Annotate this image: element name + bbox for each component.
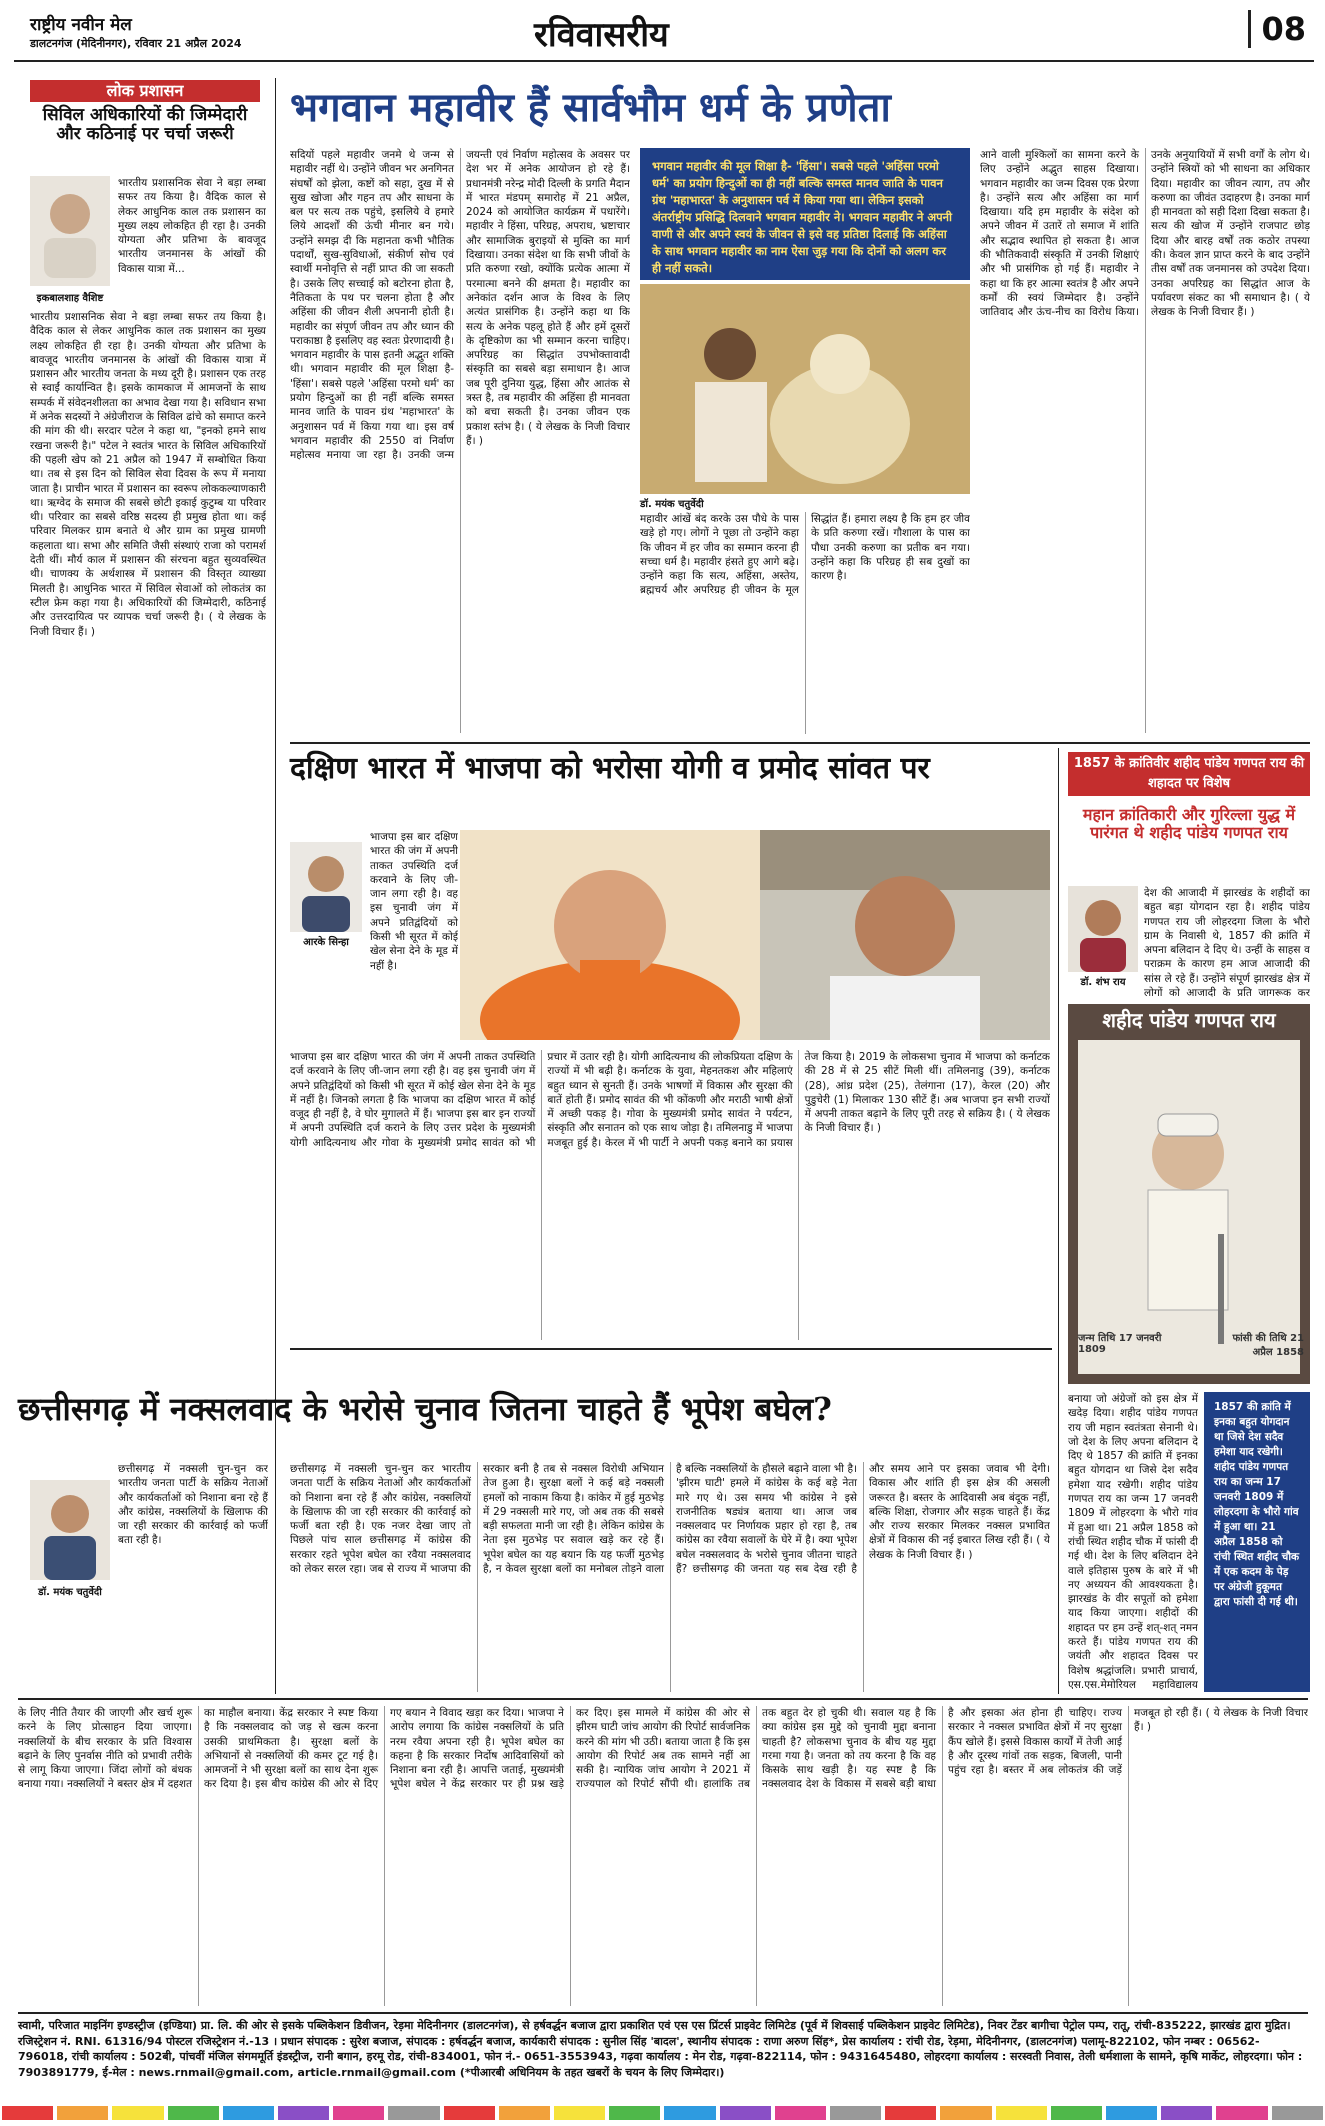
color-strip-segment xyxy=(388,2106,439,2120)
section-title: रविवासरीय xyxy=(534,15,669,55)
article2-pull-quote: भगवान महावीर की मूल शिक्षा है- 'हिंसा'। सबसे पहले 'अहिंसा परमो धर्म' का प्रयोग हिन्दुओं का ही नहीं बल्कि समस्त मानव जाति के पावन ग्रंथ 'महाभारत' के अनुशासन पर्व में किया गया था। लेकिन इसको अंतर्राष्ट्रीय प्रसिद्धि दिलवाने भगवान महावीर ने। भगवान महावीर ने अपनी वाणी से और अपने स्वयं के जीवन से इसे वह प्रतिष्ठा दिलाई कि अहिंसा के साथ भगवान महावीर का नाम ऐसा जुड़ गया कि दोनों को अलग कर ही नहीं सकते। xyxy=(640,148,970,280)
color-strip-segment xyxy=(830,2106,881,2120)
article4-headline: महान क्रांतिकारी और गुरिल्ला युद्ध में पारंगत थे शहीद पांडेय गणपत राय xyxy=(1082,805,1296,842)
article4-author-caption: डॉ. शंभ राय xyxy=(1080,977,1126,988)
color-strip-segment xyxy=(1161,2106,1212,2120)
article3-author-photo xyxy=(290,842,362,932)
color-strip-segment xyxy=(609,2106,660,2120)
article4-box-title: 1857 के क्रांतिवीर शहीद पांडेय गणपत राय की शहादत पर विशेष xyxy=(1068,752,1310,796)
color-strip-segment xyxy=(775,2106,826,2120)
section-divider-2 xyxy=(290,1348,1052,1350)
color-strip-segment xyxy=(720,2106,771,2120)
color-strip-segment xyxy=(885,2106,936,2120)
color-strip-segment xyxy=(333,2106,384,2120)
article4-text2: बनाया जो अंग्रेजों को इस क्षेत्र में खदेड़ दिया। शहीद पांडेय गणपत राय जी महान स्वतंत्रता सेनानी थे। जो देश के लिए अपना बलिदान दे दिए थे 1857 की क्रांति में इनका बहुत योगदान था जिसे देश सदैव हमेशा याद रखेगी। शहीद पांडेय गणपत राय का जन्म 17 जनवरी 1809 में लोहरदगा के भौरो गांव में हुआ था। 21 अप्रैल 1858 को रांची स्थित शहीद चौक में फांसी दी गई थी। देश के लिए बलिदान देने वाले इतिहास पुरुष के बारे में भी नए अध्ययन की आवश्यकता है। झारखंड के वीर सपूतों को हमेशा याद किया जाएगा। शहीदों की शहादत पर हम उन्हें शत्-शत् नमन करते हैं। पांडेय गणपत राय की जयंती और शहादत दिवस पर विशेष श्रद्धांजलि। प्रभारी प्राचार्य, एस.एस.मेमोरियल महाविद्यालय xyxy=(1068,1393,1198,1691)
color-strip-segment xyxy=(1106,2106,1157,2120)
article5-body-cont-text: के लिए नीति तैयार की जाएगी और खर्च शुरू करने के लिए प्रोत्साहन दिया जाएगा। नक्सलियों के बीच सरकार के प्रति विश्वास बढ़ाने के लिए पुनर्वास नीति को प्रभावी तरीके से लागू किया जाएगा। जिंदा लोगों को बंधक बनाया गया। नक्सलियों ने बस्तर क्षेत्र में दहशत का माहौल बनाया। केंद्र सरकार ने स्पष्ट किया है कि नक्सलवाद को जड़ से खत्म करना उसकी प्राथमिकता है। सुरक्षा बलों के अभियानों से नक्सलियों की कमर टूट गई है। आमजनों ने भी सुरक्षा बलों का साथ देना शुरू कर दिया है। इस बीच कांग्रेस की ओर से दिए गए बयान ने विवाद खड़ा कर दिया। भाजपा ने आरोप लगाया कि कांग्रेस नक्सलियों के प्रति नरम रवैया अपना रही है। भूपेश बघेल का कहना है कि सरकार निर्दोष आदिवासियों को निशाना बना रही है। आपत्ति जताई, मुख्यमंत्री भूपेश बघेल ने केंद्र सरकार पर ही प्रश्न खड़े कर दिए। इस मामले में कांग्रेस की ओर से झीरम घाटी जांच आयोग की रिपोर्ट सार्वजनिक करने की मांग भी उठी। बताया जाता है कि इस आयोग की रिपोर्ट अब तक सामने नहीं आ सकी है। न्यायिक जांच आयोग ने 2021 में राज्यपाल को रिपोर्ट सौंपी थी। हालांकि तब तक बहुत देर हो चुकी थी। सवाल यह है कि क्या कांग्रेस इस मुद्दे को चुनावी मुद्दा बनाना चाहती है? लोकसभा चुनाव के बीच यह मुद्दा गरमा गया है। जनता को तय करना है कि वह किसके साथ खड़ी है। यह स्पष्ट है कि नक्सलवाद देश के विकास में सबसे बड़ी बाधा है और इसका अंत होना ही चाहिए। राज्य सरकार ने नक्सल प्रभावित क्षेत्रों में नए सुरक्षा कैंप खोले हैं। इससे विकास कार्यों में तेजी आई है और दूरस्थ गांवों तक सड़क, बिजली, पानी पहुंच रहा है। बस्तर में अब लोकतंत्र की जड़ें मजबूत हो रही हैं। ( ये लेखक के निजी विचार हैं। ) xyxy=(18,1707,1308,1791)
section-divider xyxy=(290,742,1310,744)
article3-lead: भाजपा इस बार दक्षिण भारत की जंग में अपनी ताकत उपस्थिति दर्ज करवाने के लिए जी-जान लगा रही है। वह इस चुनावी जंग में अपने प्रतिद्वंदियों को किसी भी सूरत में कोई खेल सेना देने के मूड में नहीं है। xyxy=(370,831,458,972)
masthead xyxy=(14,10,1314,62)
section-divider-3 xyxy=(18,1698,1308,1700)
article2-body-right-text: आने वाली मुश्किलों का सामना करने के लिए उन्होंने अद्भुत साहस दिखाया। भगवान महावीर का जन्म दिवस एक प्रेरणा है। उन्होंने सत्य और अहिंसा का मार्ग दिखाया। यदि हम महावीर के संदेश को अपने जीवन में उतारें तो समाज में शांति और सद्भाव स्थापित हो सकता है। आज की भौतिकवादी संस्कृति में उनकी शिक्षाएं और भी प्रासंगिक हो गई हैं। महावीर ने कहा था कि हर आत्मा स्वतंत्र है और अपने कर्मों की स्वयं जिम्मेदार है। उन्होंने जातिवाद और ऊंच-नीच का विरोध किया। उनके अनुयायियों में सभी वर्गों के लोग थे। उन्होंने स्त्रियों को भी साधना का अधिकार दिया। महावीर का जीवन त्याग, तप और करुणा का जीवंत उदाहरण है। उनका मार्ग ही मानवता को सही दिशा दिखा सकता है। सत्य की खोज में उन्होंने राजपाट छोड़ दिया और बारह वर्षों तक कठोर तपस्या की। केवल ज्ञान प्राप्त करने के बाद उन्होंने तीस वर्षों तक जनमानस को उपदेश दिया। उनका अपरिग्रह का सिद्धांत आज के पर्यावरण संकट का भी समाधान है। ( ये लेखक के निजी विचार हैं। ) xyxy=(980,149,1310,319)
article1-lead-text xyxy=(118,176,266,306)
article2-headline: भगवान महावीर हैं सार्वभौम धर्म के प्रणेता xyxy=(290,84,891,131)
article4-portrait xyxy=(1068,1004,1310,1384)
article2-author-caption: डॉ. मयंक चतुर्वेदी xyxy=(640,499,704,510)
article5-headline: छत्तीसगढ़ में नक्सलवाद के भरोसे चुनाव जितना चाहते हैं भूपेश बघेल? xyxy=(18,1390,832,1428)
article3-body: भाजपा इस बार दक्षिण भारत की जंग में अपनी ताकत उपस्थिति दर्ज करवाने के लिए जी-जान लगा रही है। वह इस चुनावी जंग में अपने प्रतिद्वंदियों को किसी भी सूरत में कोई खेल सेना देने के मूड में नहीं है। जिनको लगता है कि भाजपा का दक्षिण भारत में कोई वजूद ही नहीं है, वे घोर मुगालते में हैं। भाजपा इस बार इन राज्यों में अपनी उपस्थिति दर्ज कराने के लिए उत्तर प्रदेश के मुख्यमंत्री योगी आदित्यनाथ और गोवा के मुख्यमंत्री प्रमोद सावंत को भी प्रचार में उतार रही है। योगी आदित्यनाथ की लोकप्रियता दक्षिण के राज्यों में भी बढ़ी है। कर्नाटक के युवा, मेहनतकश और महिलाएं बहुत ध्यान से सुनती हैं। उनके भाषणों में विकास और सुरक्षा की बातें होती हैं। प्रमोद सावंत की भी कोंकणी और मराठी भाषी क्षेत्रों में अच्छी पकड़ है। गोवा के मुख्यमंत्री प्रमोद सावंत ने पर्यटन, संस्कृति और सनातन को एक साथ जोड़ा है। तमिलनाडु में भाजपा मजबूत हुई है। केरल में भी पार्टी ने अपनी पकड़ बनाने का प्रयास तेज किया है। 2019 के लोकसभा चुनाव में भाजपा को कर्नाटक की 28 में से 25 सीटें मिली थीं। तमिलनाडु (39), कर्नाटक (28), आंध्र प्रदेश (25), तेलंगाना (17), केरल (20) और पुडुचेरी (1) मिलाकर 130 सीटें हैं। अब भाजपा इन सभी राज्यों में अपनी ताकत बढ़ाने के लिए पूरी तरह से सक्रिय है। ( ये लेखक के निजी विचार हैं। ) xyxy=(290,1051,1050,1149)
color-strip-segment xyxy=(168,2106,219,2120)
color-strip-segment xyxy=(57,2106,108,2120)
article5-body-cont xyxy=(18,1706,1308,2006)
footer-divider xyxy=(18,2012,1308,2014)
article4-text1: देश की आजादी में झारखंड के शहीदों का बहुत बड़ा योगदान रहा है। शहीद पांडेय गणपत राय जी लोहरदगा जिला के भौरो ग्राम के निवासी थे, 1857 की क्रांति में अपना बलिदान दे दिए थे। उन्हीं के साहस व पराक्रम के कारण हम आज आजादी की सांस ले रहे हैं। उन्होंने संपूर्ण झारखंड क्षेत्र में लोगों को आजादी के प्रति जागरूक कर xyxy=(1144,887,1310,1000)
article5-author-photo xyxy=(30,1480,110,1580)
footer-imprint: स्वामी, परिजात माइनिंग इण्डस्ट्रीज (इण्डिया) प्रा. लि. की ओर से इसके पब्लिकेशन डिवीजन, रेड़मा मेदिनीनगर (डालटनगंज), से हर्षवर्द्धन बजाज द्वारा प्रकाशित एवं एस एस प्रिंटर्स प्राइवेट लिमिटेड (पूर्व में शिवसाई पब्लिकेशन प्राइवेट लिमिटेड), निवर टेंडर बागीचा पेट्रोल पम्प, रातू, रांची-835222, झारखंड द्वारा मुद्रित। रजिस्ट्रेशन नं. RNI. 61316/94 पोस्टल रजिस्ट्रेशन नं.-13 । प्रधान संपादक : सुरेश बजाज, संपादक : हर्षवर्द्धन बजाज, कार्यकारी संपादक : सुनील सिंह 'बादल', स्थानीय संपादक : राणा अरुण सिंह*, प्रेस कार्यालय : रांची रोड, रेड़मा, मेदिनीनगर, (डालटनगंज) पलामू-822102, फोन नम्बर : 06562-796018, रांची कार्यालय : 502बी, पांचवीं मंजिल संगममूर्ति इंडस्ट्रीज, रानी बगान, हरमू रोड, रांची-834001, फोन नं.- 0651-3553943, गढ़वा कार्यालय : मेन रोड, गढ़वा-822114, फोन : 9431645480, लोहरदगा कार्यालय : सरस्वती निवास, तेली धर्मशाला के सामने, कृषि मार्केट, लोहरदगा। फोन : 7903891779, ई-मेल : news.rnmail@gmail.com, article.rnmail@gmail.com (*पीआरबी अधिनियम के तहत खबरों के चयन के लिए जिम्मेदार।) xyxy=(18,2019,1303,2079)
article1-author-photo xyxy=(30,176,110,286)
color-strip-segment xyxy=(444,2106,495,2120)
color-strip-segment xyxy=(664,2106,715,2120)
article3-photo-sawant xyxy=(760,830,1050,1040)
article3-lead-text xyxy=(370,830,458,1044)
article4-portrait-birth: जन्म तिथि 17 जनवरी 1809 xyxy=(1078,1333,1162,1355)
article2-body-cont-text: महावीर आंखें बंद करके उस पौधे के पास खड़े हो गए। लोगों ने पूछा तो उन्होंने कहा कि जीवन में हर जीव का सम्मान करना ही सच्चा धर्म है। महावीर हंसते हुए आगे बढ़े। उन्होंने कहा कि सत्य, अहिंसा, अस्तेय, ब्रह्मचर्य और अपरिग्रह ही जीवन के मूल सिद्धांत हैं। हमारा लक्ष्य है कि हम हर जीव के प्रति करुणा रखें। गौशाला के पास का पौधा उनकी करुणा का प्रतीक बन गया। उन्होंने कहा कि परिग्रह ही सब दुखों का कारण है। xyxy=(640,513,970,597)
article2-body-cont xyxy=(640,512,970,734)
article5-lead: छत्तीसगढ़ में नक्सली चुन-चुन कर भारतीय जनता पार्टी के सक्रिय नेताओं और कार्यकर्ताओं को निशाना बना रहे हैं और कांग्रेस, नक्सलियों के खिलाफ की जा रही सरकार की कार्रवाई को फर्जी बता रही है। xyxy=(118,1463,268,1547)
page-number: 08 xyxy=(1248,10,1306,48)
article5-author-caption: डॉ. मयंक चतुर्वेदी xyxy=(38,1587,102,1598)
article3-headline: दक्षिण भारत में भाजपा को भरोसा योगी व प्रमोद सांवत पर xyxy=(290,751,930,786)
article2-body-right xyxy=(980,148,1310,733)
column-divider xyxy=(275,78,276,1694)
color-strip-segment xyxy=(278,2106,329,2120)
color-strip-segment xyxy=(1272,2106,1323,2120)
article3-photo-yogi xyxy=(460,830,760,1040)
article1-kicker: लोक प्रशासन xyxy=(30,80,260,102)
article4-portrait-title: शहीद पांडेय गणपत राय xyxy=(1102,1008,1276,1032)
article2-body: सदियों पहले महावीर जनमे थे जन्म से महावीर नहीं थे। उन्होंने जीवन भर अनगिनत संघर्षों को झेला, कष्टों को सहा, दुख में से सुख खोजा और गहन तप और साधना के बल पर सत्य तक पहुंचे, इसलिये वे हमारे लिये आदर्शों की ऊंची मीनार बन गये। उन्होंने समझ दी कि महानता कभी भौतिक पदार्थों, सुख-सुविधाओं, संकीर्ण सोच एवं स्वार्थी मनोवृत्ति से नहीं प्राप्त की जा सकती है। उसके लिए सच्चाई को बटोरना होता है, नैतिकता के पथ पर चलना होता है और अहिंसा की जीवन शैली अपनानी होती है। महावीर का संपूर्ण जीवन तप और ध्यान की पराकाष्ठा है इसलिए वह स्वतः प्रेरणादायी है। भगवान महावीर के पास इतनी अद्भुत शक्ति थी। भगवान महावीर की मूल शिक्षा है- 'हिंसा'। सबसे पहले 'अहिंसा परमो धर्म' का प्रयोग हिन्दुओं का ही नहीं बल्कि समस्त मानव जाति के पावन ग्रंथ 'महाभारत' के अनुशासन पर्व में किया गया था। इस वर्ष भगवान महावीर की 2550 वां निर्वाण महोत्सव मनाया जा रहा है। उनकी जन्म जयन्ती एवं निर्वाण महोत्सव के अवसर पर देश भर में अनेक आयोजन हो रहे हैं। प्रधानमंत्री नरेन्द्र मोदी दिल्ली के प्रगति मैदान में भारत मंडपम् समारोह में 21 अप्रैल, 2024 को आयोजित कार्यक्रम में पधारेंगे। महावीर ने हिंसा, परिग्रह, अपराध, भ्रष्टाचार और सामाजिक बुराइयों से मुक्ति का मार्ग दिखाया। उनका संदेश था कि सभी जीवों के प्रति करुणा रखो, क्योंकि प्रत्येक आत्मा में परमात्मा बनने की क्षमता है। महावीर का अनेकांत दर्शन आज के विश्व के लिए अत्यंत प्रासंगिक है। उन्होंने कहा था कि सत्य के अनेक पहलू होते हैं और हमें दूसरों के दृष्टिकोण का भी सम्मान करना चाहिए। अपरिग्रह का सिद्धांत उपभोक्तावादी संस्कृति का सबसे बड़ा समाधान है। आज जब पूरी दुनिया युद्ध, हिंसा और आतंक से त्रस्त है, तब महावीर की अहिंसा ही मानवता को बचा सकती है। उनका जीवन एक प्रकाश स्तंभ है। ( ये लेखक के निजी विचार हैं। ) xyxy=(290,149,630,462)
article3-author-caption: आरके सिन्हा xyxy=(303,937,349,948)
color-strip-segment xyxy=(996,2106,1047,2120)
article1-author-caption: इकबालशाह वैशिष्ट xyxy=(36,293,104,304)
article4-author-photo xyxy=(1068,886,1138,972)
color-strip-segment xyxy=(499,2106,550,2120)
article5-body: छत्तीसगढ़ में नक्सली चुन-चुन कर भारतीय जनता पार्टी के सक्रिय नेताओं और कार्यकर्ताओं को निशाना बना रहे हैं और कांग्रेस, नक्सलियों के खिलाफ की जा रही सरकार की कार्रवाई को फर्जी बता रही है। एक नजर देखा जाए तो पिछले पांच साल छत्तीसगढ़ में कांग्रेस की सरकार रहते भूपेश बघेल का रवैया नक्सलवाद को लेकर सरल रहा। जब से राज्य में भाजपा की सरकार बनी है तब से नक्सल विरोधी अभियान तेज हुआ है। सुरक्षा बलों ने कई बड़े नक्सली हमलों को नाकाम किया है। कांकेर में हुई मुठभेड़ में 29 नक्सली मारे गए, जो अब तक की सबसे बड़ी सफलता मानी जा रही है। लेकिन कांग्रेस के नेता इस मुठभेड़ पर सवाल खड़े कर रहे हैं। भूपेश बघेल का यह बयान कि यह फर्जी मुठभेड़ है, न केवल सुरक्षा बलों का मनोबल तोड़ने वाला है बल्कि नक्सलियों के हौसले बढ़ाने वाला भी है। 'झीरम घाटी' हमले में कांग्रेस के कई बड़े नेता मारे गए थे। उस समय भी कांग्रेस ने इसे राजनीतिक षड्यंत्र बताया था। आज जब नक्सलवाद पर निर्णायक प्रहार हो रहा है, तब कांग्रेस का रवैया सवालों के घेरे में है। क्या भूपेश बघेल नक्सलवाद के भरोसे चुनाव जीतना चाहते हैं? छत्तीसगढ़ की जनता यह सब देख रही है और समय आने पर इसका जवाब भी देगी। विकास और शांति ही इस क्षेत्र की असली जरूरत है। बस्तर के आदिवासी अब बंदूक नहीं, बल्कि शिक्षा, रोजगार और सड़क चाहते हैं। केंद्र और राज्य सरकार मिलकर नक्सल प्रभावित क्षेत्रों में विकास की नई इबारत लिख रही हैं। ( ये लेखक के निजी विचार हैं। ) xyxy=(290,1463,1050,1576)
color-strip-segment xyxy=(1216,2106,1267,2120)
color-strip-segment xyxy=(1051,2106,1102,2120)
edition-date: डालटनगंज (मेदिनीनगर), रविवार 21 अप्रैल 2024 xyxy=(30,37,242,50)
paper-name: राष्ट्रीय नवीन मेल xyxy=(30,15,132,35)
color-strip-segment xyxy=(2,2106,53,2120)
article1-lead: भारतीय प्रशासनिक सेवा ने बड़ा लम्बा सफर तय किया है। वैदिक काल से लेकर आधुनिक काल तक प्रशासन का मुख्य लक्ष्य लोकहित ही रहा है। उनकी योग्यता और प्रतिभा के बावजूद भारतीय जनमानस के आंखों की विकास यात्रा में... xyxy=(118,177,266,275)
article1-headline: सिविल अधिकारियों की जिम्मेदारी और कठिनाई पर चर्चा जरूरी xyxy=(42,105,248,145)
article2-photo xyxy=(640,284,970,494)
column-divider-right xyxy=(1058,748,1059,1694)
color-strip xyxy=(0,2106,1325,2120)
color-strip-segment xyxy=(940,2106,991,2120)
color-strip-segment xyxy=(112,2106,163,2120)
article4-portrait-death: फांसी की तिथि 21 अप्रैल 1858 xyxy=(1232,1333,1304,1358)
article4-highlight-box: 1857 की क्रांति में इनका बहुत योगदान था जिसे देश सदैव हमेशा याद रखेगी। शहीद पांडेय गणपत राय का जन्म 17 जनवरी 1809 में लोहरदगा के भौरो गांव में हुआ था। 21 अप्रैल 1858 को रांची स्थित शहीद चौक में एक कदम के पेड़ पर अंग्रेजी हुकूमत द्वारा फांसी दी गई थी। xyxy=(1204,1392,1310,1692)
color-strip-segment xyxy=(223,2106,274,2120)
article5-lead-text xyxy=(118,1462,268,1592)
article1-body: भारतीय प्रशासनिक सेवा ने बड़ा लम्बा सफर तय किया है। वैदिक काल से लेकर आधुनिक काल तक प्रशासन का मुख्य लक्ष्य लोकहित ही रहा है। उनकी योग्यता और प्रतिभा के बावजूद भारतीय जनमानस के आंखों की विकास यात्रा में प्रशासन और भारतीय जनता के मध्य दूरी है। प्रशासन एक तरह से स्वाईं कार्यान्वित है। इसके कामकाज में आमजनों के साथ सम्पर्क में संवेदनशीलता का अभाव देखा गया है। सविधान सभा में अनेक सदस्यों ने अंग्रेजीराज के सिविल ढांचे को समाप्त करने की मांग की थी। सरदार पटेल ने कहा था, "इनको हमने साथ रखना जरूरी है।" पटेल ने स्वतंत्र भारत के सिविल अधिकारियों की पहली खेप को 21 अप्रैल को 1947 में सम्बोधित किया था। तब से इस दिन को सिविल सेवा दिवस के रूप में मनाया जाता है। प्राचीन भारत में प्रशासन का स्वरूप लोककल्याणकारी था। ऋग्वेद के समाज की सबसे छोटी इकाई कुटुम्ब या परिवार थी। परिवार का सबसे वरिष्ठ सदस्य ही प्रमुख होता था। कई परिवार मिलकर ग्राम बनाते थे और ग्राम का प्रमुख ग्रामणी कहलाता था। सभा और समिति जैसी संस्थाएं राजा को परामर्श देती थीं। मौर्य काल में प्रशासन की संरचना बहुत सुव्यवस्थित थी। चाणक्य के अर्थशास्त्र में प्रशासन की विस्तृत व्याख्या मिलती है। आधुनिक भारत में सिविल सेवाओं को लोकतंत्र का स्टील फ्रेम कहा गया है। अधिकारियों की जिम्मेदारी, कठिनाई और उत्तरदायित्व पर व्यापक चर्चा जरूरी है। ( ये लेखक के निजी विचार हैं। ) xyxy=(30,311,266,638)
color-strip-segment xyxy=(554,2106,605,2120)
